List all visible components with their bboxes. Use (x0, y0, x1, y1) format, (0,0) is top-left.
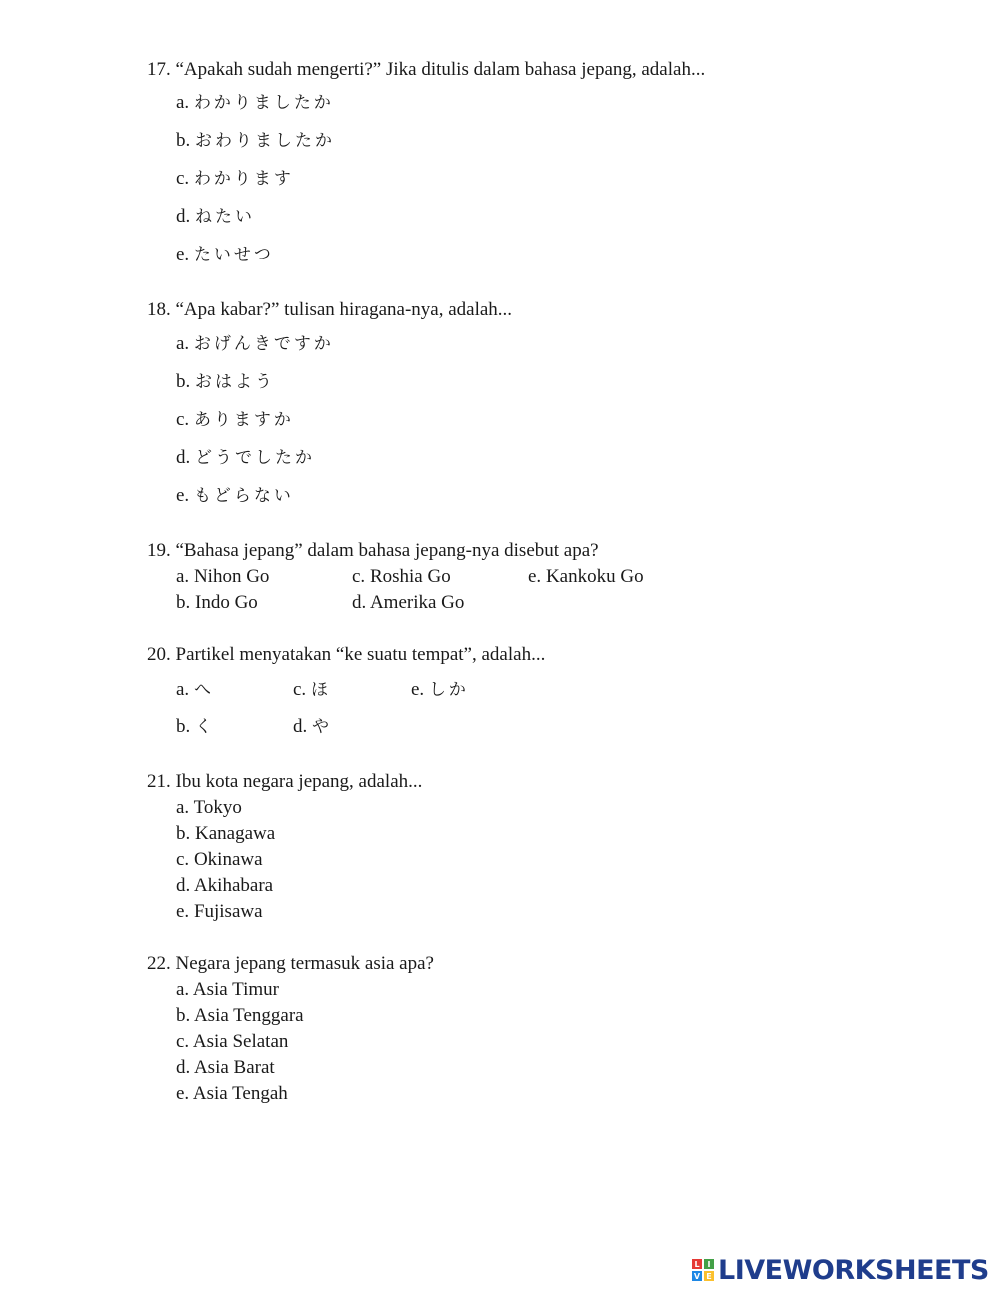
q19-option-e[interactable]: e. Kankoku Go (528, 566, 644, 587)
q22-option-d[interactable]: d. Asia Barat (176, 1057, 275, 1078)
q21-option-c[interactable]: c. Okinawa (176, 849, 263, 870)
q18-option-e[interactable]: e. もどらない (176, 485, 294, 506)
q17-option-c[interactable]: c. わかります (176, 168, 294, 189)
q21-option-b[interactable]: b. Kanagawa (176, 823, 276, 844)
question-17-text: 17. “Apakah sudah mengerti?” Jika ditulis dalam bahasa jepang, adalah... (147, 59, 706, 80)
q21-option-e[interactable]: e. Fujisawa (176, 901, 263, 922)
logo-tiles-icon (692, 1259, 714, 1281)
q20-option-a[interactable]: a. へ (176, 679, 214, 700)
q17-option-e[interactable]: e. たいせつ (176, 244, 274, 265)
q19-option-b[interactable]: b. Indo Go (176, 592, 258, 613)
logo-tile-i: I (704, 1259, 714, 1269)
q17-option-d[interactable]: d. ねたい (176, 206, 255, 227)
q20-option-d[interactable]: d. や (293, 716, 332, 737)
question-20-text: 20. Partikel menyatakan “ke suatu tempat”, adalah... (147, 644, 546, 665)
q21-option-a[interactable]: a. Tokyo (176, 797, 242, 818)
logo-tile-v: V (693, 1271, 701, 1281)
q18-option-d[interactable]: d. どうでしたか (176, 447, 315, 468)
q17-option-b[interactable]: b. おわりましたか (176, 130, 335, 151)
q19-option-c[interactable]: c. Roshia Go (352, 566, 451, 587)
liveworksheets-logo (692, 1253, 989, 1287)
q22-option-c[interactable]: c. Asia Selatan (176, 1031, 289, 1052)
q18-option-c[interactable]: c. ありますか (176, 409, 294, 430)
q22-option-a[interactable]: a. Asia Timur (176, 979, 279, 1000)
question-21-text: 21. Ibu kota negara jepang, adalah... (147, 771, 423, 792)
question-18-text: 18. “Apa kabar?” tulisan hiragana-nya, adalah... (147, 299, 513, 320)
q18-option-a[interactable]: a. おげんきですか (176, 333, 334, 354)
q20-option-b[interactable]: b. く (176, 716, 215, 737)
q19-option-a[interactable]: a. Nihon Go (176, 566, 270, 587)
logo-tile-l: L (692, 1259, 702, 1269)
q22-option-b[interactable]: b. Asia Tenggara (176, 1005, 304, 1026)
q18-option-b[interactable]: b. おはよう (176, 371, 275, 392)
question-22-text: 22. Negara jepang termasuk asia apa? (147, 953, 434, 974)
q17-option-a[interactable]: a. わかりましたか (176, 92, 334, 113)
q21-option-d[interactable]: d. Akihabara (176, 875, 274, 896)
question-19-text: 19. “Bahasa jepang” dalam bahasa jepang-nya disebut apa? (147, 540, 599, 561)
q20-option-e[interactable]: e. しか (411, 679, 469, 700)
logo-text: LIVEWORKSHEETS (718, 1254, 989, 1286)
q22-option-e[interactable]: e. Asia Tengah (176, 1083, 288, 1104)
q20-option-c[interactable]: c. ほ (293, 679, 331, 700)
logo-tile-e: E (704, 1271, 714, 1281)
q19-option-d[interactable]: d. Amerika Go (352, 592, 465, 613)
